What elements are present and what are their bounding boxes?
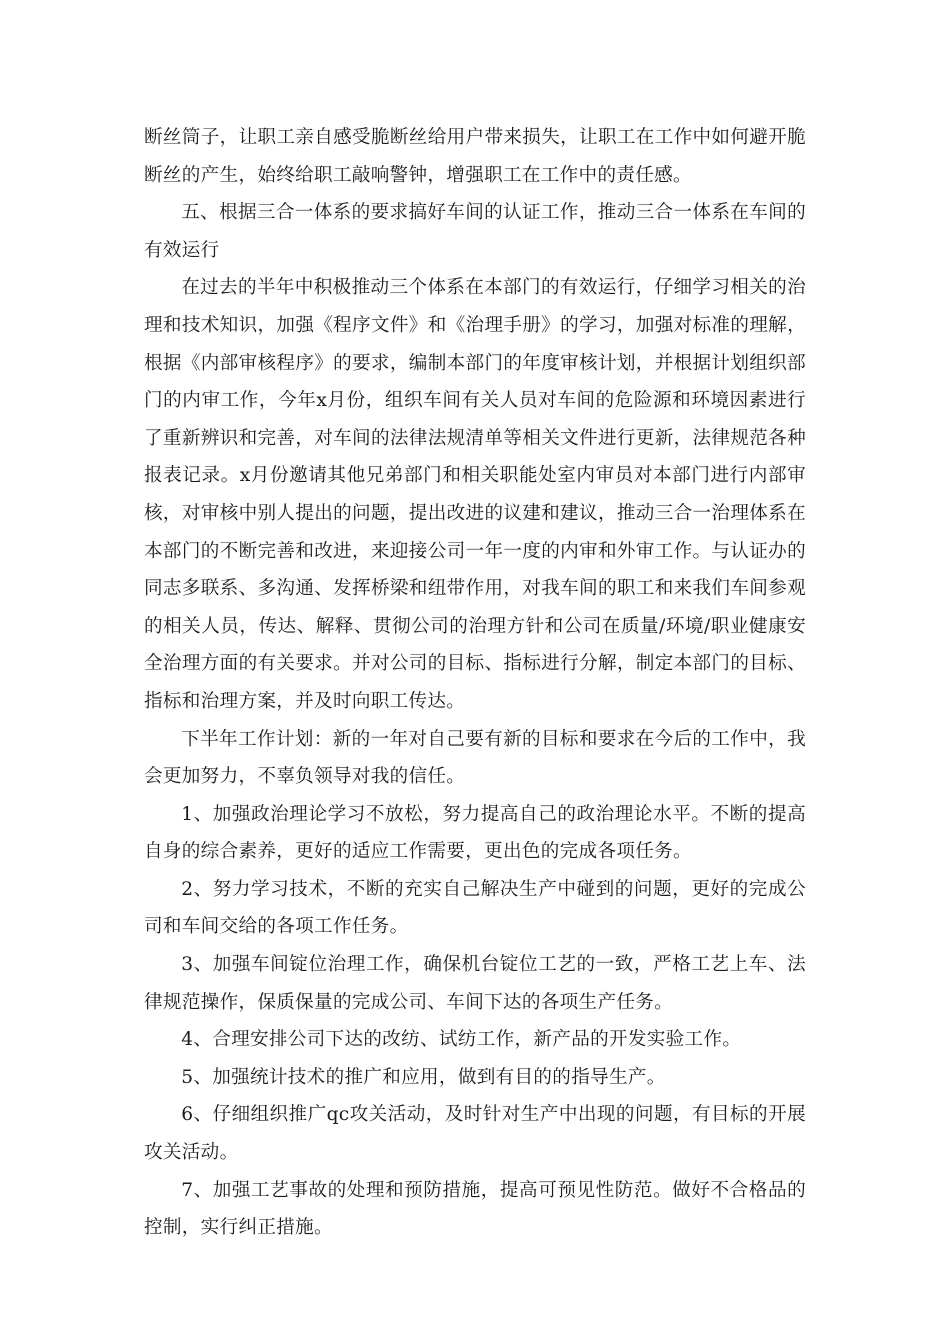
plan-item-3: 3、加强车间锭位治理工作，确保机台锭位工艺的一致，严格工艺上车、法律规范操作，保质保量的完成公司、车间下达的各项生产任务。 bbox=[144, 954, 806, 1013]
paragraph-system-operation: 在过去的半年中积极推动三个体系在本部门的有效运行，仔细学习相关的治理和技术知识，加强《程序文件》和《治理手册》的学习，加强对标准的理解，根据《内部审核程序》的要求，编制本部门的年度审核计划，并根据计划组织部门的内审工作，今年x月份，组织车间有关人员对车间的危险源和环境因素进行了重新辨识和完善，对车间的法律法规清单等相关文件进行更新，法律规范各种报表记录。x月份邀请其他兄弟部门和相关职能处室内审员对本部门进行内部审核，对审核中别人提出的问题，提出改进的议建和建议，推动三合一治理体系在本部门的不断完善和改进，来迎接公司一年一度的内审和外审工作。与认证办的同志多联系、多沟通、发挥桥梁和纽带作用，对我车间的职工和来我们车间参观的相关人员，传达、解释、贯彻公司的治理方针和公司在质量/环境/职业健康安全治理方面的有关要求。并对公司的目标、指标进行分解，制定本部门的目标、指标和治理方案，并及时向职工传达。 bbox=[144, 277, 806, 712]
plan-item-1: 1、加强政治理论学习不放松，努力提高自己的政治理论水平。不断的提高自身的综合素养，更好的适应工作需要，更出色的完成各项任务。 bbox=[144, 803, 806, 863]
plan-item-2: 2、努力学习技术，不断的充实自己解决生产中碰到的问题，更好的完成公司和车间交给的各项工作任务。 bbox=[144, 878, 806, 938]
plan-item-6: 6、仔细组织推广qc攻关活动，及时针对生产中出现的问题，有目标的开展攻关活动。 bbox=[144, 1104, 806, 1164]
paragraph-continuation: 断丝筒子，让职工亲自感受脆断丝给用户带来损失，让职工在工作中如何避开脆断丝的产生，始终给职工敲响警钟，增强职工在工作中的责任感。 bbox=[144, 127, 806, 186]
plan-item-4: 4、合理安排公司下达的改纺、试纺工作，新产品的开发实验工作。 bbox=[181, 1029, 742, 1051]
plan-item-7: 7、加强工艺事故的处理和预防措施，提高可预见性防范。做好不合格品的控制，实行纠正措施。 bbox=[144, 1179, 806, 1239]
paragraph-plan-intro: 下半年工作计划：新的一年对自己要有新的目标和要求在今后的工作中，我会更加努力，不辜负领导对我的信任。 bbox=[144, 728, 806, 788]
plan-item-5: 5、加强统计技术的推广和应用，做到有目的的指导生产。 bbox=[181, 1066, 666, 1088]
section-heading-five: 五、根据三合一体系的要求搞好车间的认证工作，推动三合一体系在车间的有效运行 bbox=[144, 202, 806, 261]
document-body bbox=[144, 119, 806, 1247]
